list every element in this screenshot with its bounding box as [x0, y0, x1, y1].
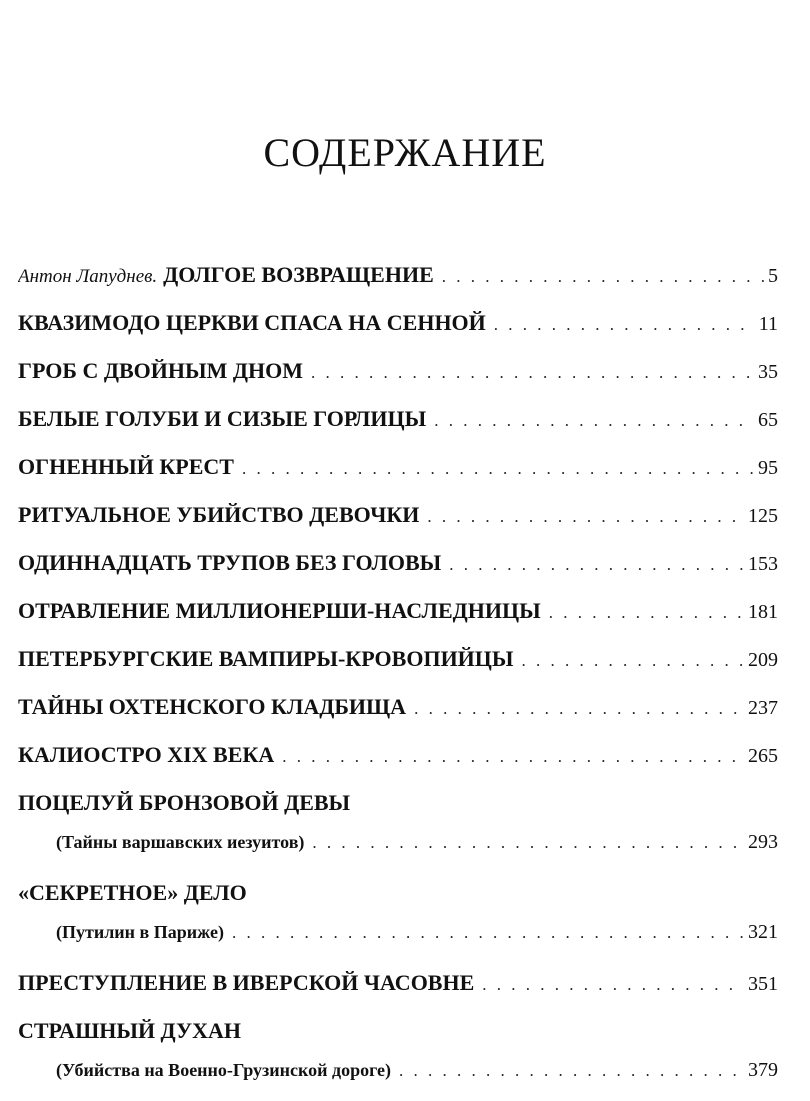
toc-entry [18, 687, 778, 735]
toc-entry-title: ТАЙНЫ ОХТЕНСКОГО КЛАДБИЩА [18, 694, 407, 719]
toc-entry [18, 735, 778, 783]
toc-entry [18, 351, 778, 399]
toc-entry-page: 321 [748, 921, 778, 943]
toc-entry [18, 447, 778, 495]
toc-entry-title: «СЕКРЕТНОЕ» ДЕЛО [18, 880, 247, 905]
toc-entry [18, 495, 778, 543]
toc-entry-title: ПРЕСТУПЛЕНИЕ В ИВЕРСКОЙ ЧАСОВНЕ [18, 970, 475, 995]
toc-entry-page: 65 [758, 409, 778, 431]
toc-entry-page: 5 [768, 265, 778, 287]
toc-entry [18, 303, 778, 351]
toc-entry-page: 35 [758, 361, 778, 383]
toc-entry [18, 543, 778, 591]
toc-entry-title: ПОЦЕЛУЙ БРОНЗОВОЙ ДЕВЫ [18, 790, 351, 815]
dot-leader [414, 689, 744, 729]
toc-entry-page: 209 [748, 649, 778, 671]
toc-entry [18, 639, 778, 687]
dot-leader [282, 737, 744, 777]
table-of-contents [18, 255, 778, 1101]
toc-entry-title: КВАЗИМОДО ЦЕРКВИ СПАСА НА СЕННОЙ [18, 310, 486, 335]
toc-entry-subtitle: (Убийства на Военно-Грузинской дороге) [56, 1060, 392, 1080]
toc-entry [18, 963, 778, 1011]
toc-entry-title: СТРАШНЫЙ ДУХАН [18, 1018, 241, 1043]
toc-entry [18, 873, 778, 955]
dot-leader [311, 353, 754, 393]
dot-leader [312, 826, 744, 860]
toc-entry-page: 293 [748, 831, 778, 853]
toc-entry-page: 11 [758, 313, 778, 335]
toc-entry-page: 153 [748, 553, 778, 575]
dot-leader [427, 497, 744, 537]
toc-entry-title: ОТРАВЛЕНИЕ МИЛЛИОНЕРШИ-НАСЛЕДНИЦЫ [18, 598, 541, 623]
toc-entry-title: ОГНЕННЫЙ КРЕСТ [18, 454, 234, 479]
dot-leader [549, 593, 744, 633]
toc-entry-title: ГРОБ С ДВОЙНЫМ ДНОМ [18, 358, 303, 383]
toc-entry-title: БЕЛЫЕ ГОЛУБИ И СИЗЫЕ ГОРЛИЦЫ [18, 406, 427, 431]
toc-entry-page: 265 [748, 745, 778, 767]
toc-entry-title: КАЛИОСТРО XIX ВЕКА [18, 742, 275, 767]
toc-entry-subtitle: (Тайны варшавских иезуитов) [56, 832, 305, 852]
dot-leader [494, 305, 755, 345]
page-title: СОДЕРЖАНИЕ [263, 130, 547, 175]
dot-leader [482, 965, 744, 1005]
dot-leader [449, 545, 744, 585]
toc-entry [18, 591, 778, 639]
toc-entry-author: Антон Лапуднев. [18, 266, 158, 287]
toc-entry-page: 379 [748, 1059, 778, 1081]
toc-entry-subtitle: (Путилин в Париже) [56, 922, 224, 942]
toc-entry-page: 125 [748, 505, 778, 527]
dot-leader [442, 257, 764, 297]
toc-entry-page: 181 [748, 601, 778, 623]
toc-entry [18, 783, 778, 865]
toc-entry-title: РИТУАЛЬНОЕ УБИЙСТВО ДЕВОЧКИ [18, 502, 420, 527]
dot-leader [242, 449, 754, 489]
toc-entry [18, 1011, 778, 1093]
toc-entry [18, 399, 778, 447]
toc-entry-page: 237 [748, 697, 778, 719]
toc-entry [18, 255, 778, 303]
toc-entry-title: ДОЛГОЕ ВОЗВРАЩЕНИЕ [163, 262, 434, 287]
toc-entry-page: 351 [748, 973, 778, 995]
dot-leader [232, 916, 744, 950]
dot-leader [399, 1054, 744, 1088]
dot-leader [522, 641, 744, 681]
toc-entry-page: 95 [758, 457, 778, 479]
toc-entry-title: ОДИННАДЦАТЬ ТРУПОВ БЕЗ ГОЛОВЫ [18, 550, 442, 575]
dot-leader [434, 401, 754, 441]
toc-entry-title: ПЕТЕРБУРГСКИЕ ВАМПИРЫ-КРОВОПИЙЦЫ [18, 646, 514, 671]
